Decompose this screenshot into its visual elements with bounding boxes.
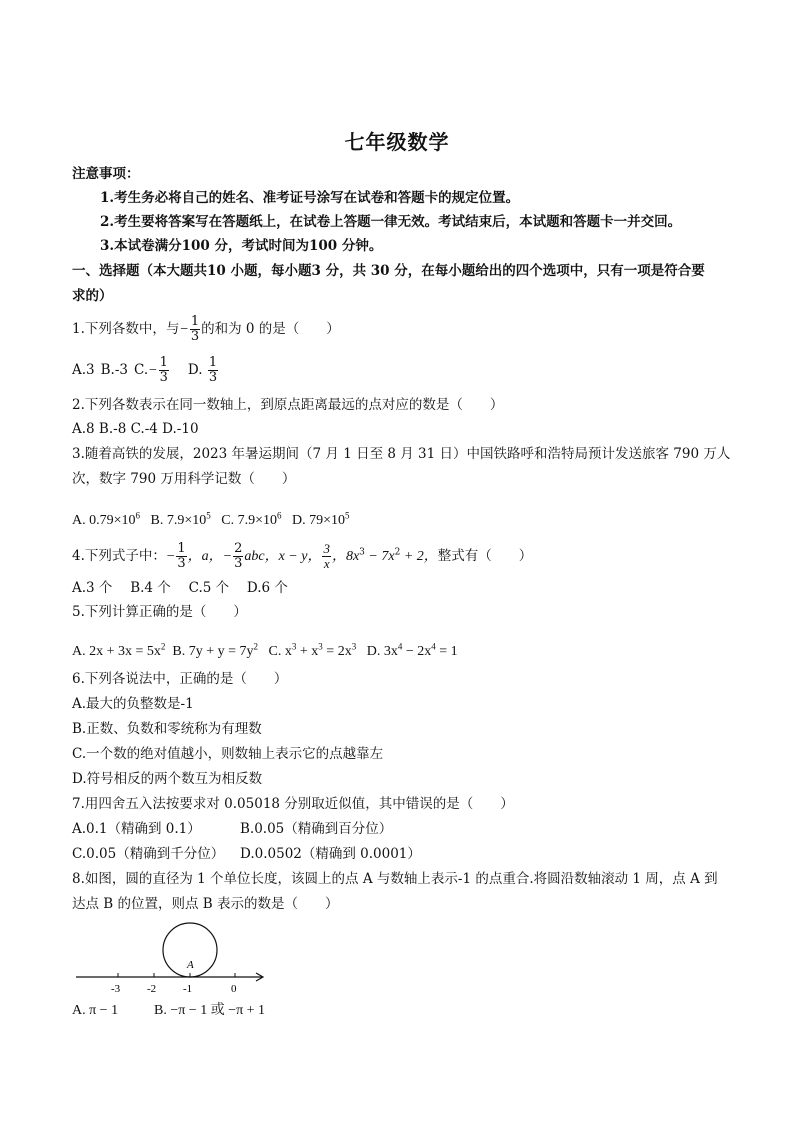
q4-fraction-1: $\frac{1}{3}$	[177, 541, 186, 571]
q8-option-a: A. π − 1	[72, 1003, 119, 1018]
q5-option-b: B. $7y + y = 7y^2$	[172, 641, 259, 659]
q5-options	[72, 637, 732, 661]
q5-option-d: D. $3x^4 - 2x^4 = 1$	[366, 641, 458, 659]
question-3-line2: 次，数字 790 万用科学记数（ ）	[72, 471, 296, 487]
q1-option-c: C.− $\frac{1}{3}$	[134, 355, 168, 385]
q3-option-d: D. $79\times 10^5$	[291, 510, 350, 528]
q4-fraction-3: $\frac{3}{x}$	[323, 541, 330, 571]
q3-option-b: B. $7.9\times 10^5$	[150, 510, 211, 528]
section1-line1: 一、选择题（本大题共10 小题，每小题3 分，共 30 分，在每小题给出的四个选项中，只有一项是符合要	[72, 263, 705, 279]
question-1	[72, 315, 732, 344]
tick-label-neg1: -1	[183, 983, 193, 995]
tick-label-neg2: -2	[147, 983, 157, 995]
notice-heading: 注意事项：	[72, 166, 140, 182]
page-title: 七年级数学	[344, 130, 450, 154]
section1-line2: 求的）	[72, 288, 113, 304]
question-7: 7.用四舍五入法按要求对 0.05018 分别取近似值，其中错误的是（ ）	[72, 796, 514, 812]
q8-options	[72, 1002, 732, 1020]
notice-item-2: 2.考生要将答案写在答题纸上，在试卷上答题一律无效。考试结束后，本试题和答题卡一并交回。	[100, 214, 682, 230]
q7-option-d: D.0.0502（精确到 0.0001）	[240, 846, 421, 862]
q1-fraction: $\frac{1}{3}$	[190, 314, 200, 344]
q6-option-a: A.最大的负整数是-1	[72, 696, 194, 712]
q7-options-row1	[72, 820, 732, 838]
q1-option-a: A.3	[72, 362, 95, 378]
q1-option-b: B.-3	[100, 362, 129, 378]
q3-option-a: A. $0.79\times 10^6$	[72, 510, 141, 528]
q3-option-c: C. $7.9\times 10^6$	[221, 510, 282, 528]
notice-item-3: 3.本试卷满分100 分，考试时间为100 分钟。	[100, 238, 383, 254]
q1-stem-pre: 1.下列各数中，与	[72, 321, 180, 337]
q6-option-b: B.正数、负数和零统称为有理数	[72, 721, 262, 737]
q4-options: A.3 个 B.4 个 C.5 个 D.6 个	[72, 580, 288, 596]
q1-neg-sign: −	[179, 322, 189, 337]
q4-fraction-2: $\frac{2}{3}$	[234, 541, 243, 571]
question-6: 6.下列各说法中，正确的是（ ）	[72, 671, 288, 687]
tick-label-0: 0	[231, 983, 237, 995]
q2-options: A.8 B.-8 C.-4 D.-10	[72, 421, 199, 437]
q7-options-row2	[72, 845, 732, 863]
q5-option-a: A. $2x + 3x = 5x^2$	[72, 641, 166, 659]
q7-option-c: C.0.05（精确到千分位）	[72, 846, 225, 862]
question-3-line1: 3.随着高铁的发展，2023 年暑运期间（7 月 1 日至 8 月 31 日）中国铁路呼和浩特局预计发送旅客 790 万人	[72, 446, 731, 462]
q6-option-c: C.一个数的绝对值越小，则数轴上表示它的点越靠左	[72, 746, 384, 762]
q7-option-b: B.0.05（精确到百分位）	[240, 821, 393, 837]
q8-option-b: B. −π − 1 或 −π + 1	[154, 1003, 266, 1018]
q1-stem-post: 的和为 0 的是（ ）	[201, 321, 340, 337]
q5-option-c: C. $x^3 + x^3 = 2x^3$	[268, 641, 357, 659]
question-5: 5.下列计算正确的是（ ）	[72, 604, 247, 620]
question-8-line2: 达点 B 的位置，则点 B 表示的数是（ ）	[72, 896, 339, 912]
question-4: 4.下列式子中：− $\frac{1}{3}$ ，a，− $\frac{2}{3}$ abc，x − y， $\frac{3}{x}$ ，$8x^3 - 7x^2 + 2$，整式有（ ）	[72, 541, 533, 571]
question-8-line1: 8.如图，圆的直径为 1 个单位长度，该圆上的点 A 与数轴上表示-1 的点重合.将圆沿数轴滚动 1 周，点 A 到	[72, 871, 718, 887]
point-a-label: A	[187, 959, 194, 971]
q8-number-line-figure	[72, 918, 272, 998]
q3-options	[72, 506, 732, 530]
q1-option-d: D. $\frac{1}{3}$	[187, 355, 218, 385]
tick-label-neg3: -3	[111, 983, 121, 995]
q7-option-a: A.0.1（精确到 0.1）	[72, 821, 201, 837]
q6-option-d: D.符号相反的两个数互为相反数	[72, 771, 263, 787]
question-2: 2.下列各数表示在同一数轴上，到原点距离最远的点对应的数是（ ）	[72, 397, 504, 413]
notice-item-1: 1.考生务必将自己的姓名、准考证号涂写在试卷和答题卡的规定位置。	[100, 190, 520, 206]
q1-options	[72, 356, 732, 385]
